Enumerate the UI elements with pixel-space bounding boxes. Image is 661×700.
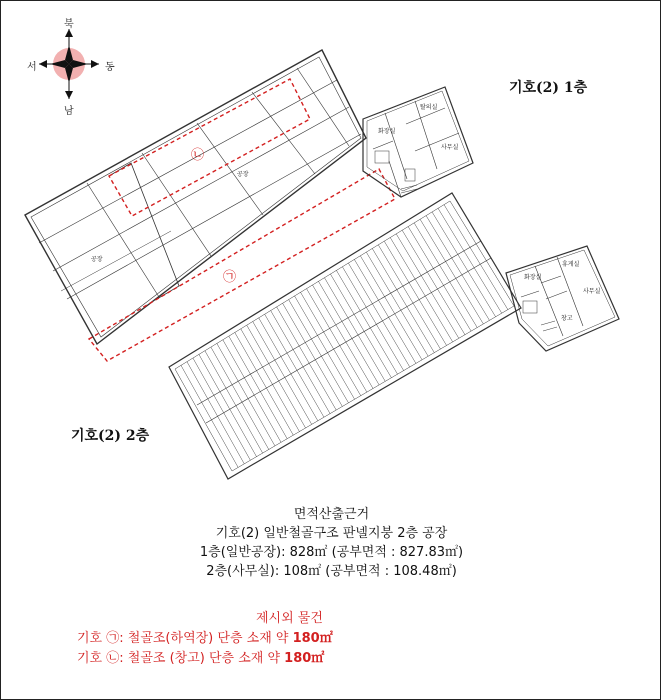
roof-panel-rib (414, 223, 477, 328)
calc-line-floor2: 2층(사무실): 108㎡ (공부면적 : 108.48㎡) (206, 564, 457, 579)
room-label-1f-1: 탈의실 (420, 104, 438, 111)
roof-panel-rib (372, 248, 434, 352)
room-label-1f-2: 사무실 (441, 144, 459, 151)
compass-rose (39, 29, 99, 99)
roof-panel-rib (307, 289, 367, 392)
roof-panel-rib (396, 234, 459, 338)
roof-panel-rib (283, 303, 343, 406)
excluded-item-a (77, 627, 333, 646)
roof-panel-rib (390, 238, 452, 342)
roof-panel-rib (295, 296, 355, 399)
roof-panel-rib (324, 278, 385, 382)
calc-line-floor1: 1층(일반공장): 828㎡ (공부면적 : 827.83㎡) (199, 545, 464, 560)
roof-panel-rib (253, 322, 312, 425)
roof-panel-rib (241, 329, 300, 432)
floor2-roof (169, 193, 521, 479)
roof-panel-rib (408, 227, 471, 332)
roof-panel-rib (432, 212, 496, 317)
room-label-2f-0: 화장실 (524, 274, 542, 281)
roof-panel-rib (259, 318, 318, 421)
floor1-title: 기호(2) 1층 (509, 80, 588, 96)
roof-panel-rib (384, 241, 446, 345)
roof-panel-rib (247, 325, 306, 428)
room-label-2f-2: 사무실 (583, 288, 601, 295)
roof-panel-rib (313, 285, 374, 389)
calc-line-structure: 기호(2) 일반철골구조 판넬지붕 2층 공장 (215, 526, 448, 541)
room-label-1f-0: 화장실 (378, 128, 396, 135)
excluded-title: 제시외 물건 (256, 611, 323, 626)
excluded-item-b-label: 기호 ㉡: 철골조 (창고) 단층 소재 약 (77, 651, 285, 666)
room-label-factory-2: 공장 (91, 256, 103, 263)
roof-panel-rib (265, 314, 324, 417)
marker-b-outline (109, 79, 310, 216)
roof-panel-rib (342, 267, 403, 371)
roof-panel-rib (360, 256, 422, 360)
room-label-2f-1: 휴게실 (562, 261, 580, 268)
marker-a-outline (89, 169, 395, 361)
roof-panel-rib (277, 307, 337, 410)
calc-title: 면적산출근거 (293, 507, 370, 522)
roof-panel-rib (181, 365, 238, 467)
floor-plan-drawing (1, 1, 661, 700)
roof-panel-rib (336, 270, 397, 374)
marker-b-label: ㉡ (191, 148, 205, 163)
excluded-item-a-area: 180㎡ (292, 631, 333, 646)
roof-panel-rib (271, 311, 330, 414)
excluded-item-a-label: 기호 ㉠: 철골조(하역장) 단층 소재 약 (77, 631, 293, 646)
room-label-factory-1: 공장 (237, 171, 249, 178)
roof-panel-rib (366, 252, 428, 356)
compass-east-label: 동 (105, 62, 115, 73)
compass-north-label: 북 (64, 19, 74, 30)
roof-panel-rib (289, 300, 349, 403)
roof-panel-rib (354, 259, 416, 363)
roof-panel-rib (402, 230, 465, 334)
excluded-item-b-area: 180㎡ (284, 651, 325, 666)
room-label-2f-3: 창고 (561, 315, 573, 322)
roof-panel-rib (318, 281, 379, 385)
marker-a-label: ㉠ (223, 270, 237, 285)
roof-panel-rib (330, 274, 391, 378)
compass-west-label: 서 (27, 62, 37, 73)
roof-panel-rib (348, 263, 409, 367)
roof-panel-rib (378, 245, 440, 349)
roof-panel-rib (235, 332, 294, 435)
roof-panel-rib (426, 216, 489, 321)
floor2-title: 기호(2) 2층 (71, 428, 150, 444)
roof-panel-rib (420, 219, 483, 324)
compass-south-label: 남 (64, 106, 74, 117)
excluded-item-b (77, 647, 324, 666)
roof-panel-rib (301, 292, 361, 395)
floor1-factory (25, 50, 366, 344)
